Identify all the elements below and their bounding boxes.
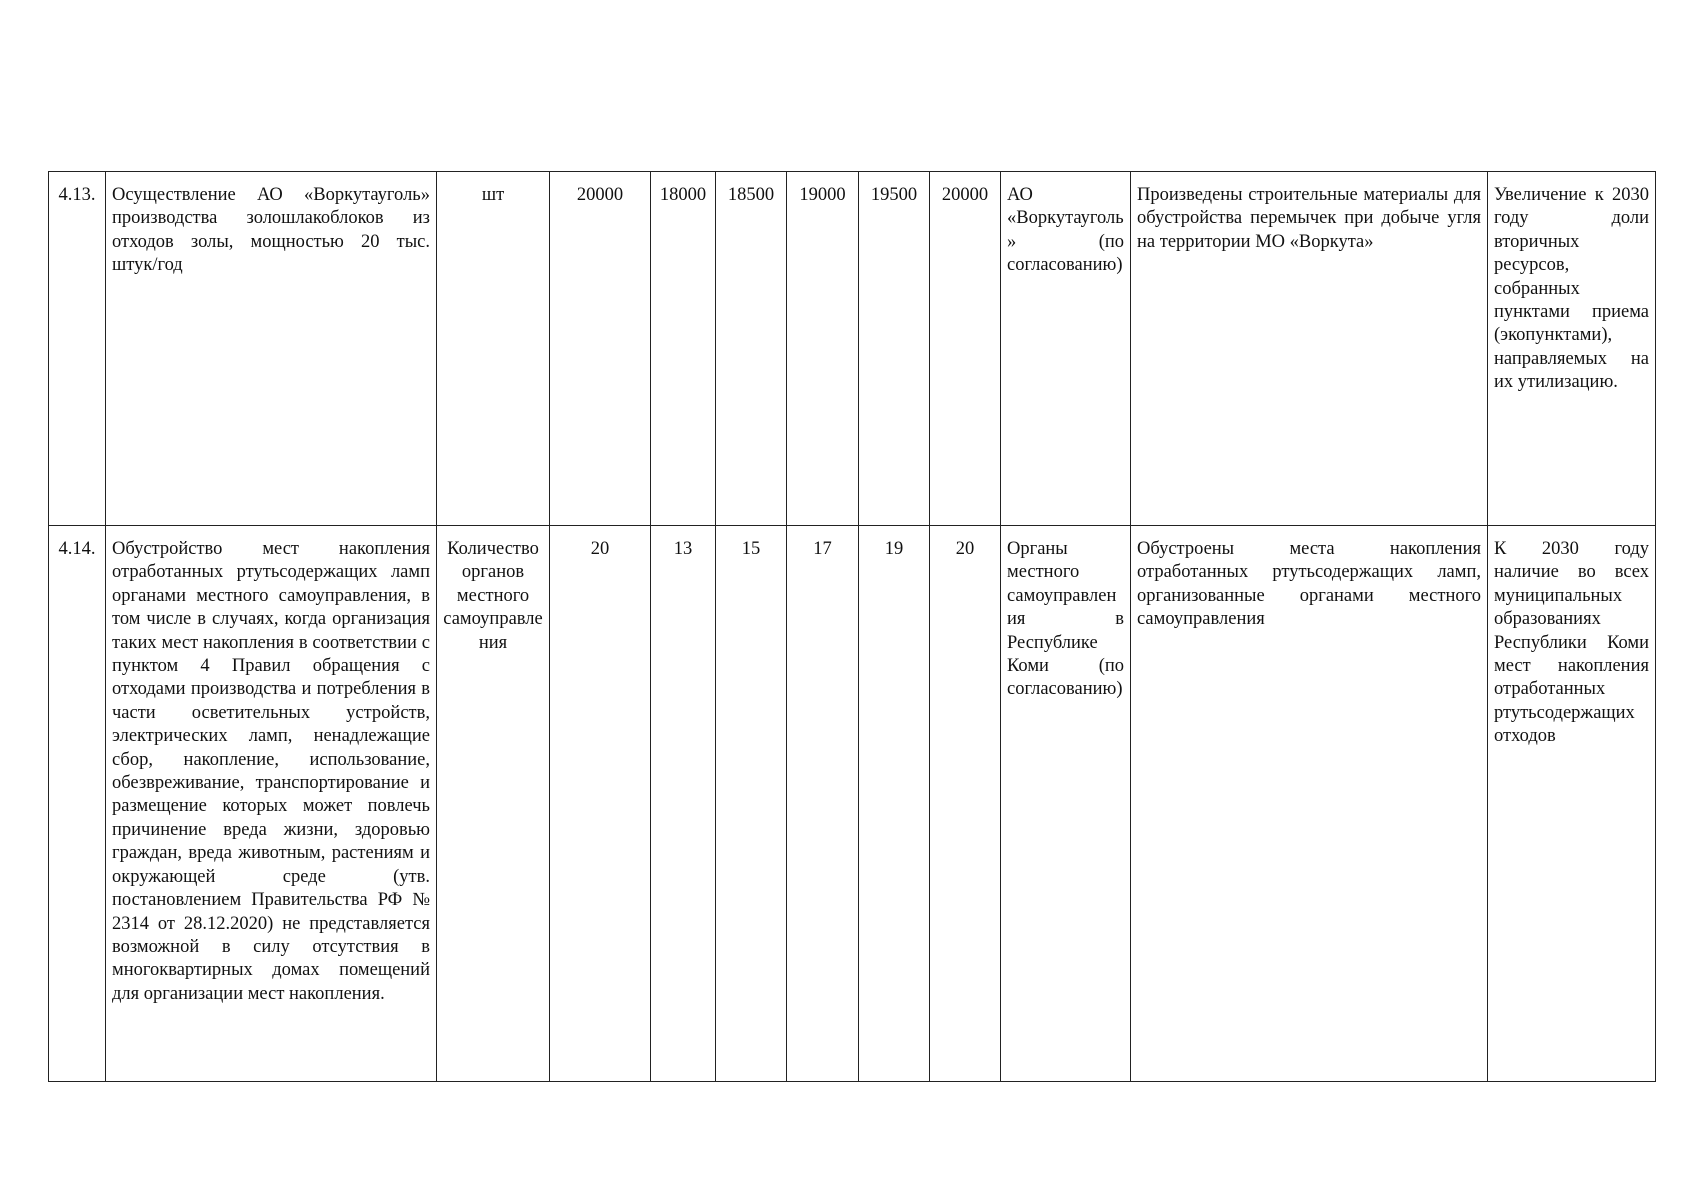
goal-cell: К 2030 году наличие во всех муниципальных образованиях Республики Коми мест накопления отработанных ртутьсодержащих отходов: [1488, 526, 1656, 1082]
executor-cell: Органы местного самоуправления в Республике Коми (по согласованию): [1001, 526, 1131, 1082]
value-cell: 20000: [550, 172, 651, 526]
value-cell: 19: [859, 526, 930, 1082]
value-cell: 20: [550, 526, 651, 1082]
unit-cell: шт: [437, 172, 550, 526]
table-row: [49, 526, 1656, 1082]
value-cell: 17: [787, 526, 859, 1082]
goal-cell: Увеличение к 2030 году доли вторичных ресурсов, собранных пунктами приема (экопунктами), направляемых на их утилизацию.: [1488, 172, 1656, 526]
value-cell: 18000: [651, 172, 716, 526]
result-cell: Обустроены места накопления отработанных ртутьсодержащих ламп, организованные органами местного самоуправления: [1131, 526, 1488, 1082]
table-row: [49, 172, 1656, 526]
activity-cell: Осуществление АО «Воркутауголь» производства золошлакоблоков из отходов золы, мощностью 20 тыс. штук/год: [106, 172, 437, 526]
result-cell: Произведены строительные материалы для обустройства перемычек при добыче угля на территории МО «Воркута»: [1131, 172, 1488, 526]
value-cell: 19000: [787, 172, 859, 526]
activity-cell: Обустройство мест накопления отработанных ртутьсодержащих ламп органами местного самоуправления, в том числе в случаях, когда организация таких мест накопления в соответствии с пунктом 4 Правил обращения с отходами производства и потребления в части осветительных устройств, электрических ламп, ненадлежащие сбор, накопление, использование, обезвреживание, транспортирование и размещение которых может повлечь причинение вреда жизни, здоровью граждан, вреда животным, растениям и окружающей среде (утв. постановлением Правительства РФ № 2314 от 28.12.2020) не представляется возможной в силу отсутствия в многоквартирных домах помещений для организации мест накопления.: [106, 526, 437, 1082]
value-cell: 15: [716, 526, 787, 1082]
value-cell: 18500: [716, 172, 787, 526]
row-number: 4.13.: [49, 172, 106, 526]
value-cell: 20000: [930, 172, 1001, 526]
unit-cell: Количество органов местного самоуправления: [437, 526, 550, 1082]
value-cell: 13: [651, 526, 716, 1082]
measures-table: [48, 171, 1656, 1082]
executor-cell: АО «Воркутауголь» (по согласованию): [1001, 172, 1131, 526]
value-cell: 20: [930, 526, 1001, 1082]
row-number: 4.14.: [49, 526, 106, 1082]
value-cell: 19500: [859, 172, 930, 526]
